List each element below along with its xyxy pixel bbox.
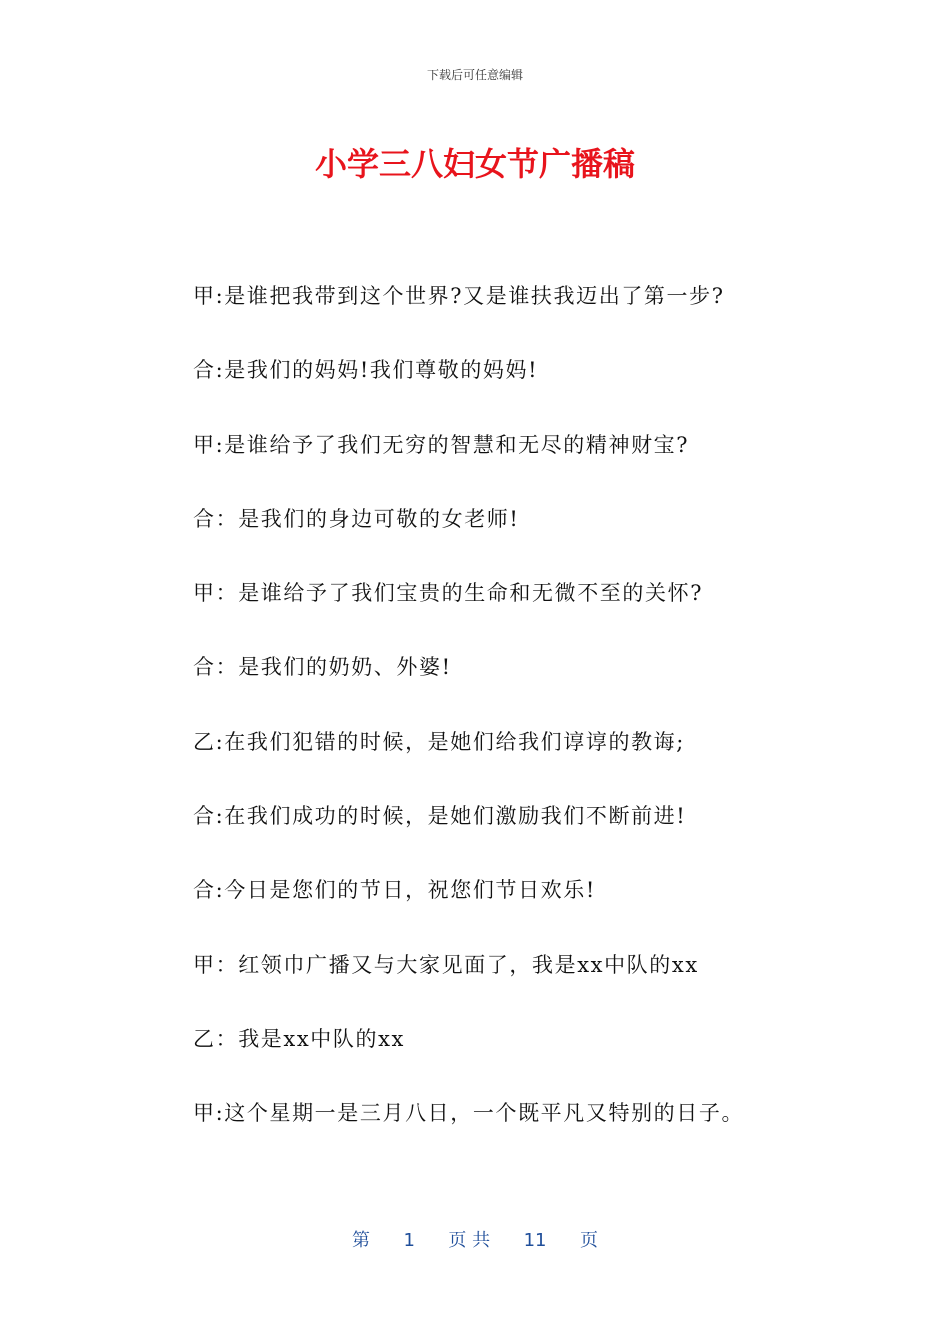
footer-prefix: 第 bbox=[352, 1230, 371, 1251]
script-line: 甲:是谁把我带到这个世界?又是谁扶我迈出了第一步? bbox=[193, 284, 725, 308]
script-line: 合:今日是您们的节日，祝您们节日欢乐! bbox=[193, 878, 596, 903]
footer-suffix: 页 bbox=[579, 1230, 598, 1251]
script-line: 合：是我们的身边可敬的女老师! bbox=[193, 506, 520, 531]
script-line: 甲：红领巾广播又与大家见面了，我是xx中队的xx bbox=[193, 952, 699, 977]
footer-total-pages: 11 bbox=[523, 1230, 547, 1251]
script-line: 甲:这个星期一是三月八日，一个既平凡又特别的日子。 bbox=[193, 1101, 745, 1126]
script-line: 合:在我们成功的时候，是她们激励我们不断前进! bbox=[193, 804, 687, 829]
script-line: 甲：是谁给予了我们宝贵的生命和无微不至的关怀? bbox=[193, 581, 704, 606]
script-line: 乙:在我们犯错的时候，是她们给我们谆谆的教诲; bbox=[193, 729, 685, 754]
footer-page-number: 1 bbox=[403, 1230, 415, 1251]
document-title: 小学三八妇女节广播稿 bbox=[314, 145, 635, 183]
script-line: 合：是我们的奶奶、外婆! bbox=[193, 655, 452, 680]
script-line: 甲:是谁给予了我们无穷的智慧和无尽的精神财宝? bbox=[193, 432, 690, 457]
footer-middle: 页 共 bbox=[448, 1230, 491, 1251]
page-footer bbox=[0, 1226, 950, 1252]
script-line: 乙：我是xx中队的xx bbox=[193, 1026, 405, 1051]
header-note: 下载后可任意编辑 bbox=[426, 68, 523, 82]
script-line: 合:是我们的妈妈!我们尊敬的妈妈! bbox=[193, 358, 539, 383]
script-lines bbox=[193, 276, 833, 1168]
